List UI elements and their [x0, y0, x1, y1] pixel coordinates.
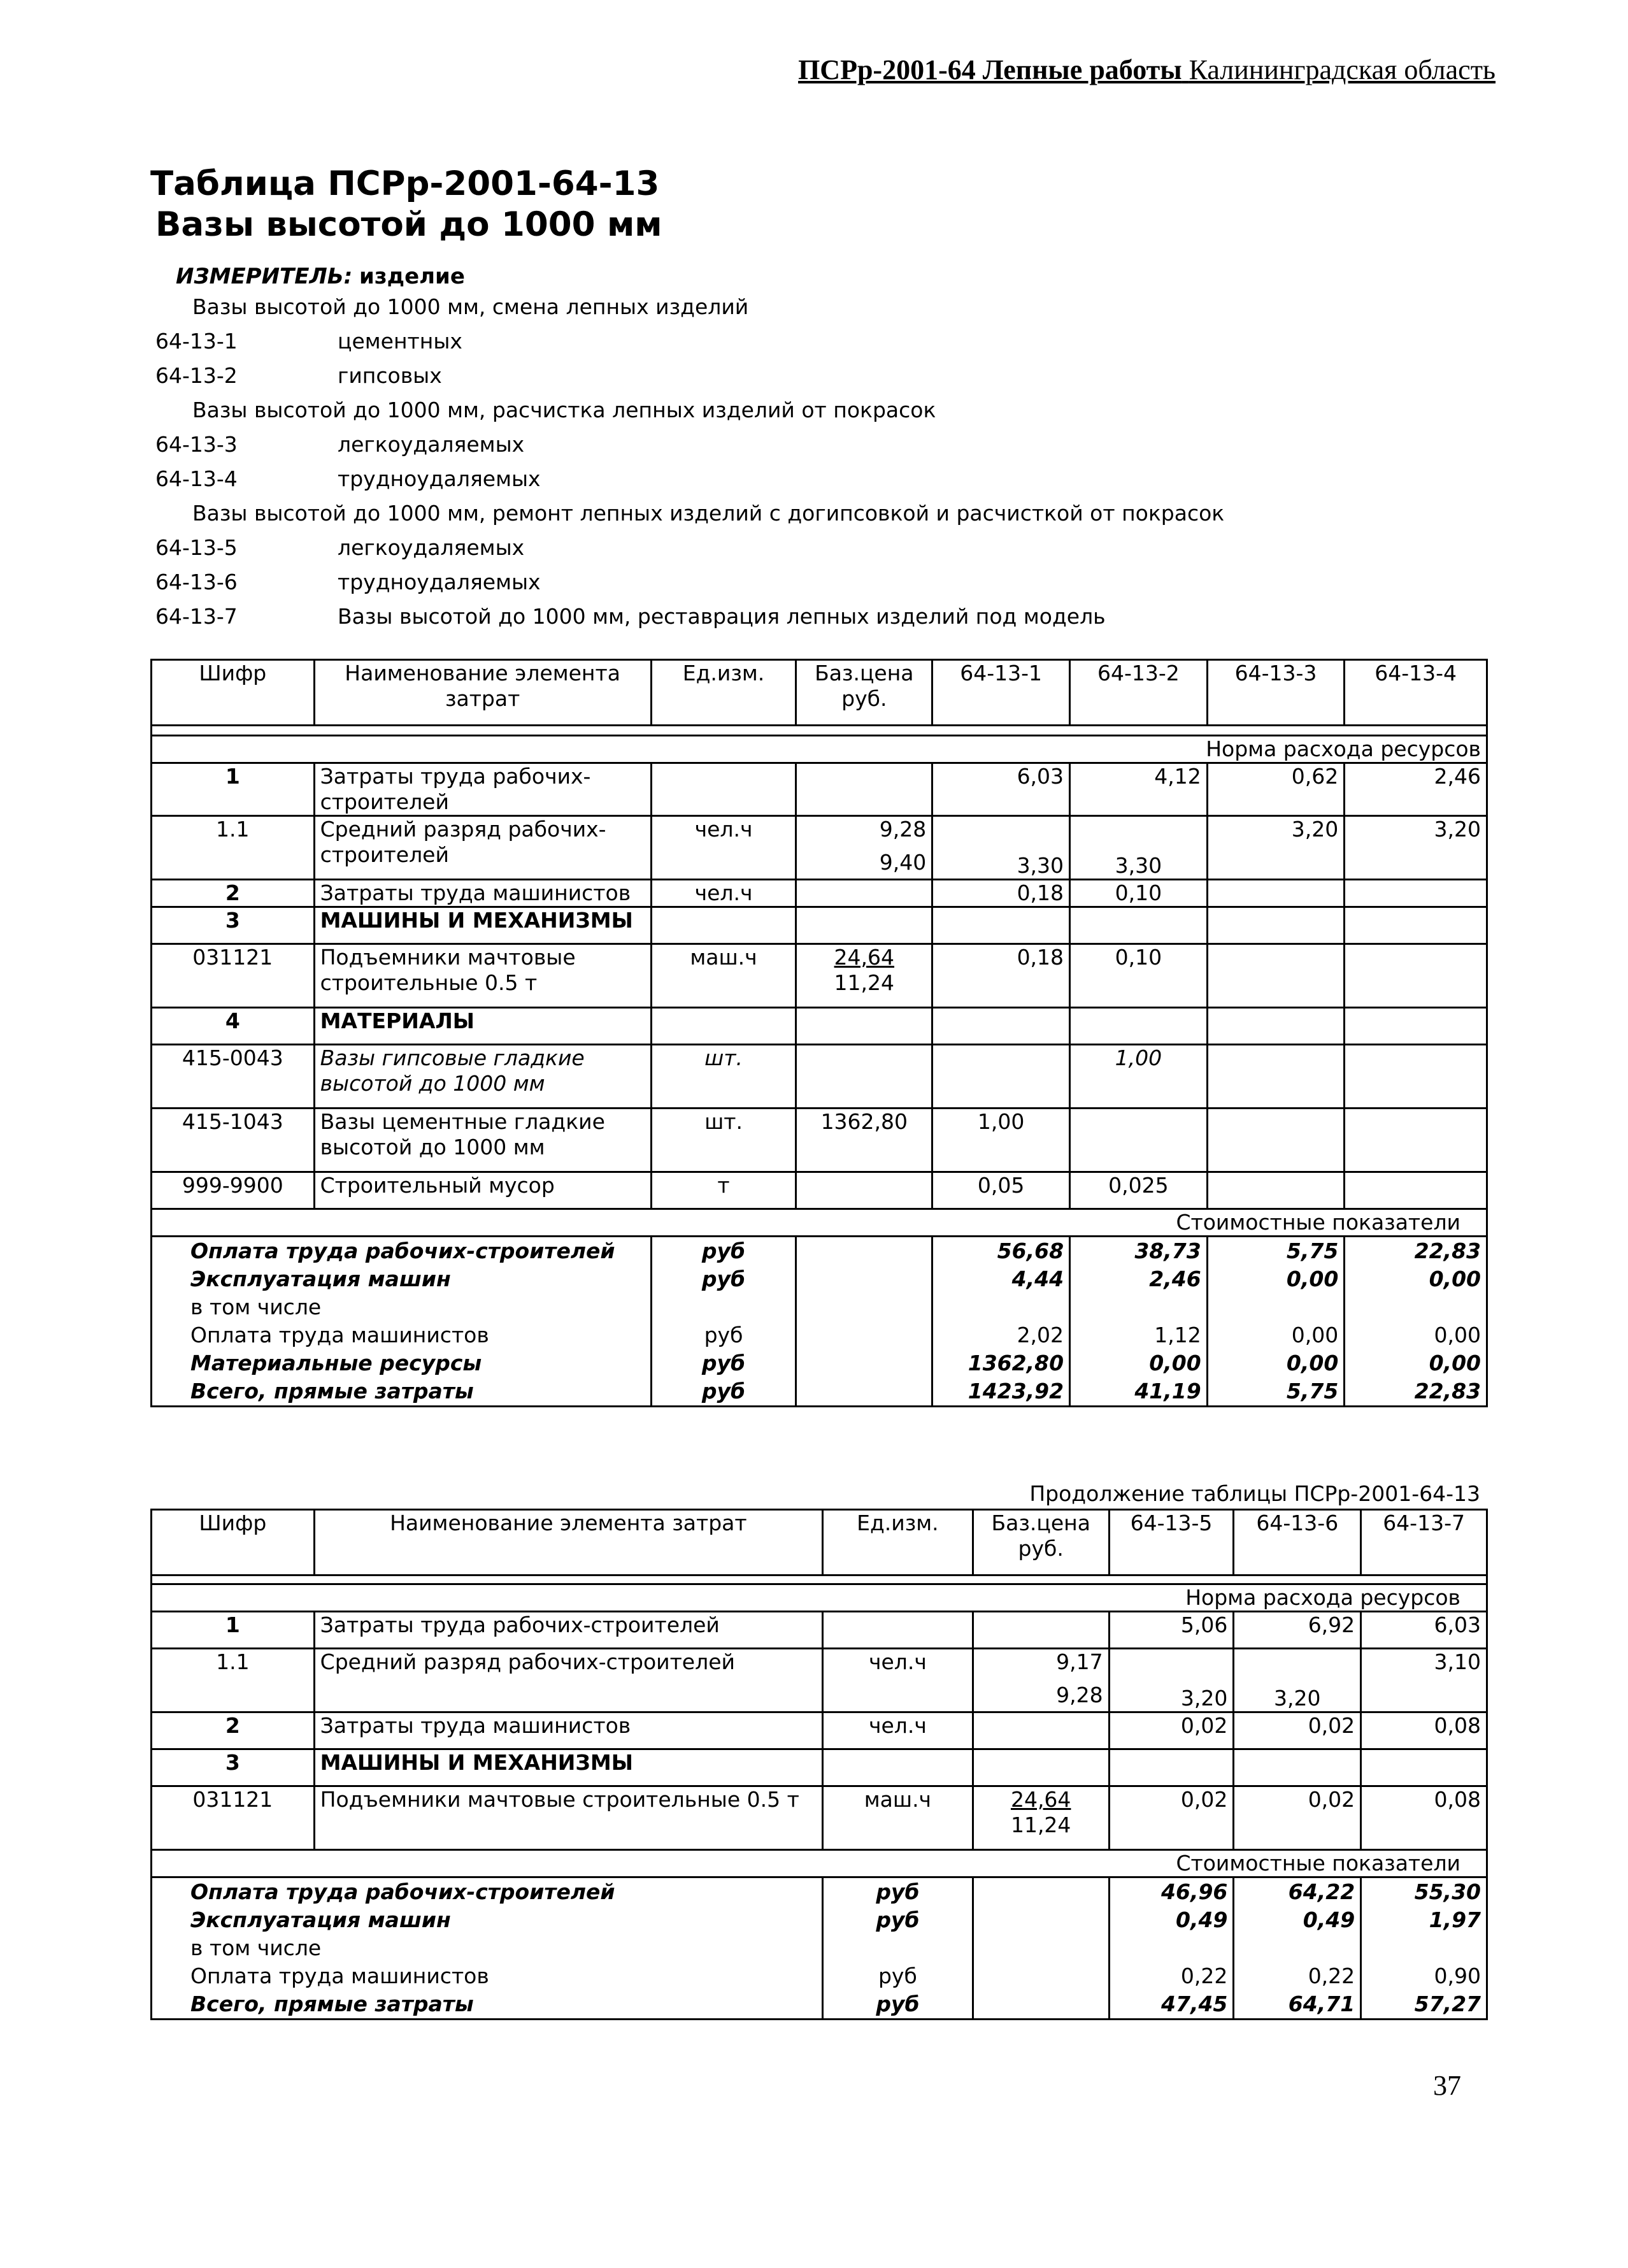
cost-value: 38,73 — [1134, 1238, 1201, 1263]
item-code: 64-13-5 — [155, 535, 238, 560]
cost-value: 0,00 — [1286, 1351, 1339, 1375]
cost-value: 0,00 — [1429, 1267, 1481, 1291]
cell: 4,12 — [1070, 763, 1208, 816]
item-code: 64-13-1 — [155, 329, 238, 354]
row-name: Строительный мусор — [314, 1172, 651, 1209]
cost-value: 5,75 — [1286, 1379, 1339, 1403]
cell: 6,03 — [1361, 1612, 1487, 1649]
cost-value: 1362,80 — [968, 1351, 1064, 1375]
cell: 3,20 — [1345, 816, 1487, 880]
row-code: 999-9900 — [152, 1172, 315, 1209]
section-row — [152, 1209, 1487, 1237]
header-col: 64-13-1 — [932, 660, 1070, 726]
table-header-row — [152, 660, 1487, 726]
cost-value: 57,27 — [1414, 1992, 1481, 2016]
cell: 3,10 — [1361, 1649, 1487, 1712]
item-text: легкоудаляемых — [338, 535, 525, 560]
row-name: Затраты труда машинистов — [314, 880, 651, 907]
cost-unit: руб — [876, 1907, 920, 1932]
cost-value: 2,02 — [1017, 1323, 1064, 1347]
section-row — [152, 1850, 1487, 1877]
price-1: 9,17 — [1056, 1649, 1103, 1674]
item-group-text: Вазы высотой до 1000 мм, смена лепных изделий — [192, 294, 749, 319]
cost-value: 47,45 — [1161, 1992, 1228, 2016]
cost-value: 22,83 — [1414, 1379, 1481, 1403]
header-col: 64-13-6 — [1234, 1510, 1361, 1575]
row-name: Затраты труда машинистов — [314, 1712, 822, 1749]
cell: 3,20 — [1234, 1649, 1361, 1712]
cost-name: Всего, прямые затраты — [190, 1379, 474, 1403]
row-name: Подъемники мачтовые строительные 0.5 т — [314, 1786, 822, 1850]
header-unit: Ед.изм. — [823, 1510, 973, 1575]
cost-value: 0,90 — [1434, 1963, 1481, 1988]
header-col: 64-13-4 — [1345, 660, 1487, 726]
cost-name: в том числе — [190, 1935, 322, 1960]
row-name: Вазы цементные гладкие высотой до 1000 мм — [314, 1109, 651, 1172]
row-name: Затраты труда рабочих-строителей — [314, 1612, 822, 1649]
header-col: 64-13-2 — [1070, 660, 1208, 726]
cost-value: 55,30 — [1414, 1879, 1481, 1904]
table-row — [152, 1749, 1487, 1786]
cell: 0,02 — [1234, 1786, 1361, 1850]
row-unit: чел.ч — [651, 816, 796, 880]
row-code: 415-0043 — [152, 1045, 315, 1109]
cell: 0,62 — [1207, 763, 1345, 816]
cell: 2,46 — [1345, 763, 1487, 816]
cell: 0,10 — [1070, 944, 1208, 1008]
item-group-text: Вазы высотой до 1000 мм, расчистка лепных изделий от покрасок — [192, 398, 936, 422]
header-region: Калининградская область — [1189, 54, 1496, 85]
cost-label: Стоимостные показатели — [152, 1850, 1487, 1877]
cell: 0,08 — [1361, 1786, 1487, 1850]
cost-value: 0,00 — [1149, 1351, 1201, 1375]
price-2: 9,40 — [879, 850, 927, 875]
cell: 6,92 — [1234, 1612, 1361, 1649]
row-code: 2 — [152, 880, 315, 907]
cell: 1,00 — [932, 1109, 1070, 1172]
cost-name: Эксплуатация машин — [190, 1267, 451, 1291]
item-text: трудноудаляемых — [338, 570, 541, 594]
cost-value: 46,96 — [1161, 1879, 1228, 1904]
table-row — [152, 763, 1487, 816]
cost-value: 22,83 — [1414, 1238, 1481, 1263]
row-name: МАШИНЫ И МЕХАНИЗМЫ — [314, 1749, 822, 1786]
cost-value: 0,00 — [1286, 1267, 1339, 1291]
row-name: Подъемники мачтовые строительные 0.5 т — [314, 944, 651, 1008]
row-price: 1362,80 — [796, 1109, 932, 1172]
cost-unit: руб — [878, 1963, 917, 1988]
price-2: 11,24 — [834, 970, 895, 995]
cost-value: 2,46 — [1149, 1267, 1201, 1291]
cell: 5,06 — [1109, 1612, 1234, 1649]
cost-value: 64,71 — [1288, 1992, 1355, 2016]
header-code: Шифр — [152, 1510, 315, 1575]
cost-value: 4,44 — [1011, 1267, 1064, 1291]
row-code: 3 — [152, 907, 315, 944]
header-price: Баз.цена руб. — [973, 1510, 1109, 1575]
table-row — [152, 907, 1487, 944]
row-name: Затраты труда рабочих-строителей — [314, 763, 651, 816]
cell: 1,00 — [1070, 1045, 1208, 1109]
cost-name: в том числе — [190, 1295, 322, 1319]
item-code: 64-13-2 — [155, 363, 238, 388]
norm-label: Норма расхода ресурсов — [152, 1584, 1487, 1612]
measure-value: изделие — [359, 264, 465, 289]
table-title: Таблица ПСРр-2001-64-13 — [150, 164, 660, 203]
row-unit: чел.ч — [651, 880, 796, 907]
item-code: 64-13-6 — [155, 570, 238, 594]
row-code: 031121 — [152, 1786, 315, 1850]
cell: 0,08 — [1361, 1712, 1487, 1749]
table-row — [152, 1045, 1487, 1109]
cost-value: 0,00 — [1434, 1323, 1481, 1347]
item-text: гипсовых — [338, 363, 442, 388]
cost-value: 1,97 — [1429, 1907, 1481, 1932]
price-2: 11,24 — [1010, 1812, 1071, 1837]
price-1: 9,28 — [879, 817, 927, 842]
table-row — [152, 1172, 1487, 1209]
row-code: 4 — [152, 1008, 315, 1045]
cell: 3,30 — [1070, 816, 1208, 880]
header-name: Наименование элемента затрат — [314, 1510, 822, 1575]
item-code: 64-13-7 — [155, 604, 238, 629]
cost-name: Оплата труда машинистов — [190, 1963, 489, 1988]
row-unit: шт. — [651, 1045, 796, 1109]
row-code: 1 — [152, 1612, 315, 1649]
measure-line — [176, 264, 465, 289]
cost-value: 0,00 — [1429, 1351, 1481, 1375]
measure-label: ИЗМЕРИТЕЛЬ: — [176, 264, 353, 289]
row-unit: чел.ч — [823, 1649, 973, 1712]
row-code: 1 — [152, 763, 315, 816]
table-row — [152, 816, 1487, 880]
cost-row — [152, 1237, 1487, 1407]
cell: 0,02 — [1109, 1712, 1234, 1749]
header-doc-title: ПСРр-2001-64 Лепные работы — [798, 54, 1182, 85]
row-code: 1.1 — [152, 1649, 315, 1712]
row-name: Средний разряд рабочих-строителей — [314, 1649, 822, 1712]
cell: 0,025 — [1070, 1172, 1208, 1209]
running-header — [752, 54, 1496, 86]
row-code: 2 — [152, 1712, 315, 1749]
row-unit: шт. — [651, 1109, 796, 1172]
item-text: цементных — [338, 329, 462, 354]
cost-name: Материальные ресурсы — [190, 1351, 482, 1375]
table-row — [152, 1712, 1487, 1749]
cost-unit: руб — [701, 1267, 746, 1291]
section-row — [152, 1584, 1487, 1612]
row-code: 415-1043 — [152, 1109, 315, 1172]
cost-value: 5,75 — [1286, 1238, 1339, 1263]
cell: 3,30 — [932, 816, 1070, 880]
table-row — [152, 880, 1487, 907]
row-code: 031121 — [152, 944, 315, 1008]
cell: 0,02 — [1234, 1712, 1361, 1749]
table-row — [152, 1612, 1487, 1649]
table-header-row — [152, 1510, 1487, 1575]
row-name: Средний разряд рабочих-строителей — [314, 816, 651, 880]
page-number: 37 — [1433, 2070, 1461, 2101]
cost-unit: руб — [701, 1351, 746, 1375]
cost-unit: руб — [701, 1238, 746, 1263]
row-unit: т — [651, 1172, 796, 1209]
table-subtitle: Вазы высотой до 1000 мм — [155, 205, 662, 244]
header-price: Баз.цена руб. — [796, 660, 932, 726]
cost-name: Эксплуатация машин — [190, 1907, 451, 1932]
cost-name: Оплата труда машинистов — [190, 1323, 489, 1347]
cost-value: 1423,92 — [968, 1379, 1064, 1403]
cost-value: 0,22 — [1308, 1963, 1355, 1988]
table-row — [152, 1008, 1487, 1045]
cell: 0,10 — [1070, 880, 1208, 907]
cell: 0,18 — [932, 944, 1070, 1008]
row-name: Вазы гипсовые гладкие высотой до 1000 мм — [320, 1045, 585, 1096]
cost-unit: руб — [701, 1379, 746, 1403]
cost-value: 0,49 — [1303, 1907, 1355, 1932]
row-name: МАТЕРИАЛЫ — [314, 1008, 651, 1045]
row-code: 3 — [152, 1749, 315, 1786]
item-text: легкоудаляемых — [338, 432, 525, 457]
cost-unit: руб — [704, 1323, 743, 1347]
header-col: 64-13-7 — [1361, 1510, 1487, 1575]
cost-value: 64,22 — [1288, 1879, 1355, 1904]
price-1: 24,64 — [1010, 1787, 1071, 1812]
row-unit: маш.ч — [823, 1786, 973, 1850]
norm-label: Норма расхода ресурсов — [152, 736, 1487, 763]
cell: 3,20 — [1109, 1649, 1234, 1712]
cost-name: Оплата труда рабочих-строителей — [190, 1879, 615, 1904]
row-name: МАШИНЫ И МЕХАНИЗМЫ — [314, 907, 651, 944]
item-text: трудноудаляемых — [338, 466, 541, 491]
table-row — [152, 1649, 1487, 1712]
cell: 0,02 — [1109, 1786, 1234, 1850]
row-unit: маш.ч — [651, 944, 796, 1008]
cell: 3,20 — [1207, 816, 1345, 880]
cost-value: 0,00 — [1291, 1323, 1339, 1347]
section-row — [152, 736, 1487, 763]
item-code: 64-13-3 — [155, 432, 238, 457]
row-code: 1.1 — [152, 816, 315, 880]
item-code: 64-13-4 — [155, 466, 238, 491]
cost-name: Оплата труда рабочих-строителей — [190, 1238, 615, 1263]
price-2: 9,28 — [1056, 1683, 1103, 1707]
resource-table-1 — [150, 659, 1488, 1407]
cost-name: Всего, прямые затраты — [190, 1992, 474, 2016]
cost-row — [152, 1877, 1487, 2020]
item-text: Вазы высотой до 1000 мм, реставрация лепных изделий под модель — [338, 604, 1106, 629]
price-1: 24,64 — [834, 945, 895, 970]
cell: 6,03 — [932, 763, 1070, 816]
item-group-text: Вазы высотой до 1000 мм, ремонт лепных изделий с догипсовкой и расчисткой от покрасок — [192, 501, 1225, 526]
table-row — [152, 1786, 1487, 1850]
header-unit: Ед.изм. — [651, 660, 796, 726]
cell: 0,05 — [932, 1172, 1070, 1209]
cost-value: 56,68 — [997, 1238, 1064, 1263]
cost-value: 0,22 — [1180, 1963, 1228, 1988]
resource-table-2 — [150, 1509, 1488, 2020]
table-row — [152, 944, 1487, 1008]
cost-unit: руб — [876, 1992, 920, 2016]
header-name: Наименование элемента затрат — [314, 660, 651, 726]
cost-value: 1,12 — [1154, 1323, 1201, 1347]
header-col: 64-13-3 — [1207, 660, 1345, 726]
header-code: Шифр — [152, 660, 315, 726]
cost-value: 0,49 — [1175, 1907, 1228, 1932]
row-unit: чел.ч — [823, 1712, 973, 1749]
cost-value: 41,19 — [1134, 1379, 1201, 1403]
cost-label: Стоимостные показатели — [152, 1209, 1487, 1237]
cell: 0,18 — [932, 880, 1070, 907]
continuation-label: Продолжение таблицы ПСРр-2001-64-13 — [1029, 1481, 1480, 1506]
header-col: 64-13-5 — [1109, 1510, 1234, 1575]
cost-unit: руб — [876, 1879, 920, 1904]
table-row — [152, 1109, 1487, 1172]
